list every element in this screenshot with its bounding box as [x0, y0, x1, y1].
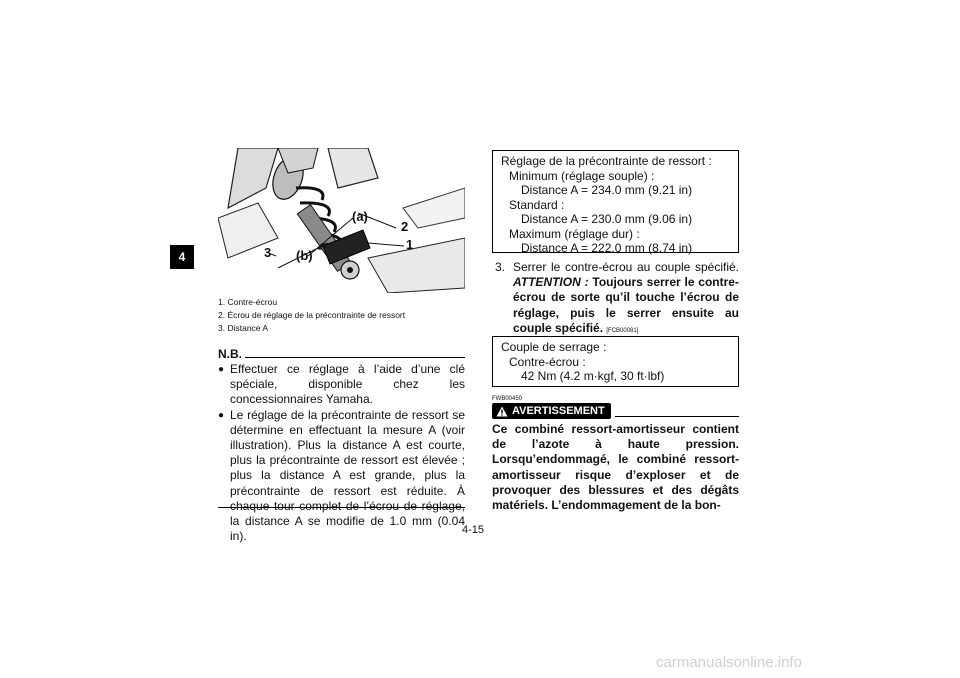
nb-item-text: Effectuer ce réglage à l’aide d’une clé spéciale, disponible chez les concessionnaires Yamaha. — [230, 362, 465, 407]
warning-heading — [492, 403, 739, 419]
label-b: (b) — [296, 248, 313, 263]
nb-heading-label: N.B. — [218, 347, 242, 361]
chapter-tab: 4 — [170, 245, 194, 269]
preload-spec-title: Réglage de la précontrainte de ressort : — [501, 154, 712, 168]
label-1: 1 — [406, 237, 414, 252]
nb-heading-rule — [245, 356, 465, 358]
preload-std-value: Distance A = 230.0 mm (9.06 in) — [521, 212, 693, 226]
warning-label: AVERTISSEMENT — [512, 405, 605, 417]
step-3 — [492, 260, 739, 339]
caption-1: 1. Contre-écrou — [218, 297, 278, 307]
bullet-icon: ● — [218, 364, 225, 375]
preload-std-label: Standard : — [509, 197, 565, 212]
label-3: 3 — [264, 245, 272, 260]
caption-3: 3. Distance A — [218, 323, 269, 333]
torque-spec-box — [492, 336, 739, 387]
preload-min-value: Distance A = 234.0 mm (9.21 in) — [521, 183, 693, 197]
warning-badge — [492, 403, 611, 419]
nb-heading — [218, 347, 465, 361]
torque-value: 42 Nm (4.2 m·kgf, 30 ft·lbf) — [521, 369, 665, 383]
nb-list — [218, 362, 465, 544]
shock-absorber-figure — [218, 148, 465, 293]
step-number: 3. — [495, 260, 506, 274]
torque-spec-title: Couple de serrage : — [501, 340, 607, 354]
attention-text: Toujours serrer le contre-écrou de sorte qu’il touche l’écrou de réglage, puis le serrer ensuite au couple spécifié. — [513, 275, 739, 335]
watermark: carmanualsonline.info — [656, 654, 802, 671]
warning-rule — [615, 416, 739, 417]
list-item — [218, 408, 465, 545]
nb-item-text: Le réglage de la précontrainte de ressort se détermine en effectuant la mesure A (voir illustration). Plus la distance A est courte, plus la précontrainte de ressort est élevée ; plus la distance A est grande, plus la précontrainte de ressort est réduite. À chaque tour complet de l’écrou de réglage, la distance A se modifie de 1.0 mm (0.04 in). — [230, 407, 465, 544]
preload-spec-box — [492, 150, 739, 253]
label-2: 2 — [401, 219, 409, 234]
preload-max-label: Maximum (réglage dur) : — [509, 226, 640, 241]
warning-triangle-icon — [496, 406, 508, 417]
list-item — [218, 362, 465, 408]
caption-2: 2. Écrou de réglage de la précontrainte de ressort — [218, 310, 406, 320]
bullet-icon: ● — [218, 409, 225, 421]
warning-text: Ce combiné ressort-amortisseur contient de l’azote à haute pression. Lorsqu’endommagé, le combiné ressort-amortisseur risque d’exploser et de provoquer des blessures et des dégâts matériels. L’endommagement de la bon- — [492, 422, 739, 513]
preload-min-label: Minimum (réglage souple) : — [509, 168, 655, 183]
page-number: 4-15 — [462, 524, 485, 536]
figure-captions — [218, 296, 405, 335]
preload-max-value: Distance A = 222.0 mm (8.74 in) — [521, 241, 693, 255]
step-text: Serrer le contre-écrou au couple spécifié. — [513, 260, 739, 274]
attention-code: [FCB00081] — [606, 327, 639, 334]
torque-label: Contre-écrou : — [509, 354, 586, 369]
nb-bottom-rule — [218, 507, 465, 508]
attention-label: ATTENTION : — [513, 275, 589, 290]
label-a: (a) — [352, 209, 368, 224]
step-body — [513, 260, 739, 339]
warning-code: FWB00450 — [492, 396, 523, 402]
